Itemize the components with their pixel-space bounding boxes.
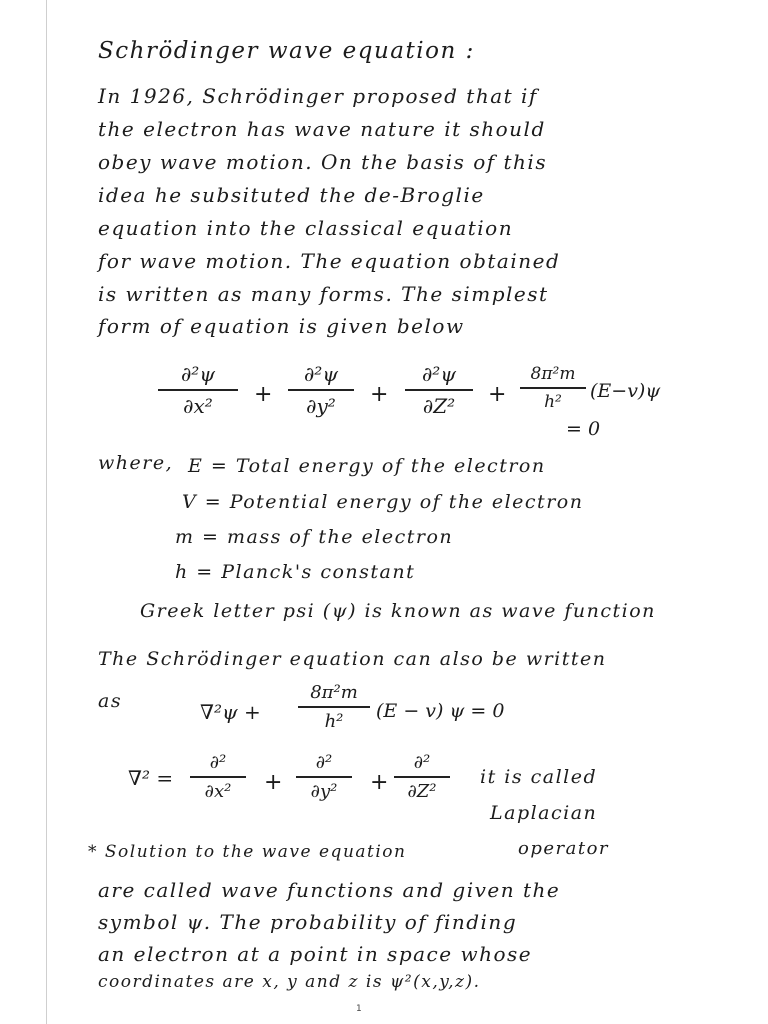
eq3-term-x-denominator: ∂x²: [204, 780, 232, 802]
eq3-term-z-numerator: ∂²: [413, 752, 431, 773]
solution-line: are called wave functions and given the: [98, 878, 561, 902]
eq1-term-energy: [520, 364, 586, 412]
eq1-term-x-numerator: ∂²ψ: [180, 362, 216, 386]
laplacian-note: operator: [518, 838, 610, 859]
fraction-bar: [288, 389, 354, 391]
plus-sign: +: [264, 770, 283, 795]
eq3-term-x: [190, 752, 246, 802]
alt-form-intro: The Schrödinger equation can also be written: [98, 648, 607, 670]
intro-line: obey wave motion. On the basis of this: [98, 150, 548, 174]
intro-line: is written as many forms. The simplest: [98, 282, 549, 306]
eq1-term-y: [288, 362, 354, 418]
where-label: where,: [98, 452, 174, 474]
eq1-rhs: = 0: [566, 418, 601, 440]
eq1-term-energy-numerator: 8π²m: [530, 364, 576, 384]
eq3-term-y-denominator: ∂y²: [310, 780, 338, 802]
eq1-term-energy-denominator: h²: [544, 391, 562, 412]
eq1-term-y-numerator: ∂²ψ: [303, 362, 339, 386]
laplacian-note: it is called: [480, 766, 598, 788]
eq1-term-y-denominator: ∂y²: [306, 393, 336, 418]
plus-sign: +: [488, 382, 507, 407]
page-title: Schrödinger wave equation :: [98, 38, 475, 64]
intro-line: for wave motion. The equation obtained: [98, 249, 561, 273]
intro-line: the electron has wave nature it should: [98, 117, 546, 141]
fraction-bar: [298, 706, 370, 708]
eq3-term-x-numerator: ∂²: [209, 752, 227, 773]
eq1-term-x: [158, 362, 238, 418]
eq1-energy-tail: (E−v)ψ: [590, 380, 661, 402]
intro-line: In 1926, Schrödinger proposed that if: [98, 84, 538, 108]
fraction-bar: [296, 776, 352, 778]
eq3-term-y: [296, 752, 352, 802]
fraction-bar: [394, 776, 450, 778]
definition-item: V = Potential energy of the electron: [182, 491, 584, 513]
eq3-term-z: [394, 752, 450, 802]
plus-sign: +: [254, 382, 273, 407]
eq3-lhs: ∇² =: [128, 766, 174, 790]
eq1-term-z-numerator: ∂²ψ: [421, 362, 457, 386]
eq3-term-z-denominator: ∂Z²: [407, 780, 437, 802]
fraction-bar: [158, 389, 238, 391]
eq2-tail: (E − v) ψ = 0: [376, 700, 505, 722]
eq2-numerator: 8π²m: [310, 682, 358, 703]
solution-line: coordinates are x, y and z is ψ²(x,y,z).: [98, 972, 481, 992]
plus-sign: +: [370, 382, 389, 407]
eq2-denominator: h²: [324, 710, 344, 732]
margin-line: [46, 0, 47, 1024]
psi-note: Greek letter psi (ψ) is known as wave function: [140, 600, 656, 622]
fraction-bar: [520, 387, 586, 389]
definition-item: E = Total energy of the electron: [188, 455, 546, 477]
laplacian-note: Laplacian: [490, 802, 598, 824]
eq2-lhs: ∇²ψ +: [200, 700, 261, 724]
fraction-bar: [190, 776, 246, 778]
alt-form-intro: as: [98, 690, 123, 712]
page-number: 1: [356, 1004, 362, 1014]
intro-line: form of equation is given below: [98, 314, 465, 338]
fraction-bar: [405, 389, 473, 391]
eq2-fraction: [298, 682, 370, 732]
intro-line: idea he subsituted the de-Broglie: [98, 183, 485, 207]
eq1-term-z-denominator: ∂Z²: [422, 393, 456, 418]
definition-item: h = Planck's constant: [175, 561, 416, 583]
eq1-term-z: [405, 362, 473, 418]
definition-item: m = mass of the electron: [175, 526, 454, 548]
eq1-term-x-denominator: ∂x²: [183, 393, 213, 418]
solution-line: * Solution to the wave equation: [88, 842, 407, 862]
solution-line: symbol ψ. The probability of finding: [98, 910, 518, 934]
plus-sign: +: [370, 770, 389, 795]
solution-line: an electron at a point in space whose: [98, 942, 533, 966]
eq3-term-y-numerator: ∂²: [315, 752, 333, 773]
intro-line: equation into the classical equation: [98, 216, 514, 240]
